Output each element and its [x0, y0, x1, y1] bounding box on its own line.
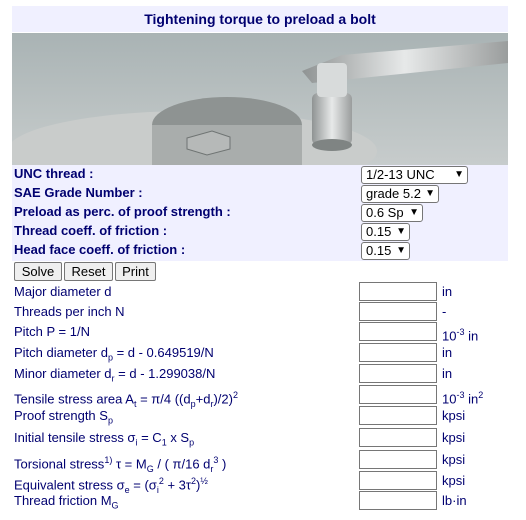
solve-button[interactable]: Solve: [14, 262, 62, 281]
torsional-stress-unit: kpsi: [442, 452, 466, 467]
unc-thread-value: 1/2-13 UNC: [366, 167, 435, 182]
chevron-down-icon: ▼: [425, 188, 435, 199]
pitch-label: Pitch P = 1/N: [14, 324, 90, 339]
major-diameter-unit: in: [442, 284, 453, 299]
sae-grade-label: SAE Grade Number :: [14, 185, 143, 200]
pitch-field[interactable]: [359, 322, 437, 341]
initial-tensile-stress-label: Initial tensile stress $\sigma_i = C_1$ x $S_p$: [14, 430, 195, 448]
page-title: Tightening torque to preload a bolt: [12, 6, 508, 32]
preload-value: 0.6 Sp: [366, 205, 404, 220]
print-button[interactable]: Print: [115, 262, 156, 281]
equivalent-stress-unit: kpsi: [442, 473, 466, 488]
chevron-down-icon: ▼: [454, 169, 464, 180]
thread-friction-value: 0.15: [366, 224, 392, 239]
threads-per-inch-unit: -: [442, 304, 447, 319]
unc-thread-label: UNC thread :: [14, 166, 94, 181]
thread-friction-moment-field[interactable]: [359, 491, 437, 510]
head-friction-value: 0.15: [366, 243, 392, 258]
pitch-diameter-unit: in: [442, 345, 453, 360]
major-diameter-label: Major diameter d: [14, 284, 112, 299]
torsional-stress-label: Torsional stress$^{1)}$ $\tau = M_G$ / ( π/16 $d_r^3$ ): [14, 455, 227, 474]
bolt-wrench-illustration: [12, 33, 508, 165]
initial-tensile-stress-unit: kpsi: [442, 430, 466, 445]
settings-panel: [12, 165, 508, 261]
thread-friction-select[interactable]: [361, 223, 410, 241]
initial-tensile-stress-field[interactable]: [359, 428, 437, 447]
proof-strength-field[interactable]: [359, 406, 437, 425]
thread-friction-moment-label: Thread friction $M_G$: [14, 493, 119, 511]
preload-select[interactable]: [361, 204, 423, 222]
minor-diameter-label: Minor diameter $d_r = d - 1.299038/N$: [14, 366, 216, 384]
tensile-stress-area-label: Tensile stress area $A_t = \pi/4$ $((d_p+d_r)/2)^2$: [14, 390, 238, 409]
minor-diameter-unit: in: [442, 366, 453, 381]
threads-per-inch-field[interactable]: [359, 302, 437, 321]
minor-diameter-field[interactable]: [359, 364, 437, 383]
chevron-down-icon: ▼: [396, 245, 406, 256]
threads-per-inch-label: Threads per inch N: [14, 304, 125, 319]
tensile-stress-area-field[interactable]: [359, 385, 437, 404]
chevron-down-icon: ▼: [409, 207, 419, 218]
thread-friction-label: Thread coeff. of friction :: [14, 223, 168, 238]
torsional-stress-field[interactable]: [359, 450, 437, 469]
preload-label: Preload as perc. of proof strength :: [14, 204, 231, 219]
chevron-down-icon: ▼: [396, 226, 406, 237]
head-friction-label: Head face coeff. of friction :: [14, 242, 186, 257]
unc-thread-select[interactable]: [361, 166, 468, 184]
equivalent-stress-field[interactable]: [359, 471, 437, 490]
reset-button[interactable]: Reset: [64, 262, 113, 281]
sae-grade-select[interactable]: [361, 185, 439, 203]
proof-strength-unit: kpsi: [442, 408, 466, 423]
bolt-wrench-photo: [12, 33, 508, 165]
equivalent-stress-label: Equivalent stress $\sigma_e = (\sigma_i^2 + 3\tau^2)^{\frac{1}{2}}$: [14, 476, 208, 495]
pitch-unit: $10^{-3}$ in: [442, 327, 479, 344]
head-friction-select[interactable]: [361, 242, 410, 260]
thread-friction-moment-unit: lb·in: [442, 493, 467, 508]
proof-strength-label: Proof strength $S_p$: [14, 408, 113, 426]
pitch-diameter-field[interactable]: [359, 343, 437, 362]
tensile-stress-area-unit: $10^{-3}$ $in^2$: [442, 390, 484, 407]
pitch-diameter-label: Pitch diameter $d_p = d - 0.649519/N$: [14, 345, 214, 363]
major-diameter-field[interactable]: [359, 282, 437, 301]
sae-grade-value: grade 5.2: [366, 186, 421, 201]
